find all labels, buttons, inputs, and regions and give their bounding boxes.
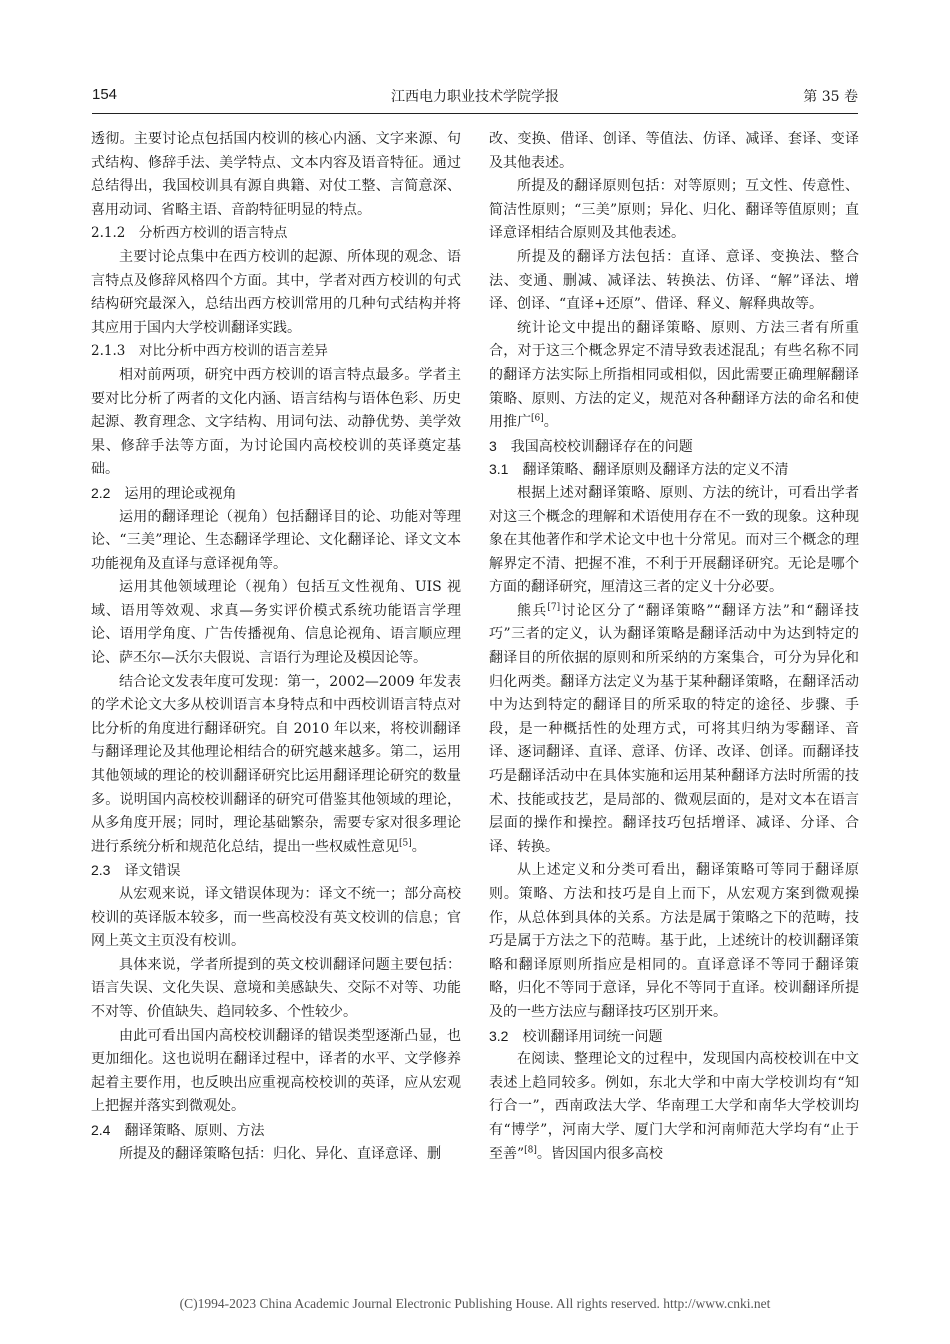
paragraph-text: 熊兵 — [517, 602, 548, 619]
paragraph-text: 由此可看出国内高校校训翻译的错误类型逐渐凸显，也更加细化。这也说明在翻译过程中，译者的水平、文学修养起着主要作用，也反映出应重视高校校训的英译，应从宏观上把握并落实到微观处。 — [91, 1027, 461, 1115]
paragraph — [91, 364, 461, 482]
paragraph — [489, 175, 859, 246]
paragraph — [91, 883, 461, 954]
paragraph-text: 改、变换、借译、创译、等值法、仿译、减译、套译、变译及其他表述。 — [489, 131, 859, 171]
paragraph-text: 在阅读、整理论文的过程中，发现国内高校校训在中文表述上趋同较多。例如，东北大学和中南大学校训均有“知行合一”，西南政法大学、华南理工大学和南华大学校训均有“博学”，河南大学、厦门大学和河南师范大学均有“止于至善” — [489, 1051, 859, 1162]
left-column — [91, 128, 461, 1166]
paragraph-text: 。皆因国内很多高校 — [536, 1145, 663, 1162]
paragraph-text: 讨论区分了“翻译策略”“翻译方法”和“翻译技巧”三者的定义，认为翻译策略是翻译活动中为达到特定的翻译目的所依据的原则和所采纳的方案集合，可分为异化和归化两类。翻译方法定义为基于某种翻译策略，在翻译活动中为达到特定的翻译目的所采取的特定的途径、步骤、手段，是一种概括性的处理方式，可将其归纳为零翻译、音译、逐词翻译、直译、意译、仿译、改译、创译。而翻译技巧是翻译活动中在具体实施和运用某种翻译方法时所需的技术、技能或技艺，是局部的、微观层面的，是对文本在语言层面的操作和操控。翻译技巧包括增译、减译、分译、合译、转换。 — [489, 602, 859, 855]
paragraph — [91, 128, 461, 222]
section-heading: 2.1.3 对比分析中西方校训的语言差异 — [91, 343, 328, 360]
paragraph — [91, 1143, 461, 1167]
paragraph — [489, 859, 859, 1024]
paragraph-text: 从宏观来说，译文错误体现为：译文不统一；部分高校校训的英译版本较多，而一些高校没有英文校训的信息；官网上英文主页没有校训。 — [91, 886, 461, 950]
paragraph — [489, 482, 859, 600]
paragraph-text: 运用的翻译理论（视角）包括翻译目的论、功能对等理论、“三美”理论、生态翻译学理论、文化翻译论、译文文本功能视角及直译与意译视角等。 — [91, 508, 461, 572]
paragraph — [489, 317, 859, 435]
section-heading: 3.2 校训翻译用词统一问题 — [489, 1027, 663, 1044]
paragraph-text: 所提及的翻译方法包括：直译、意译、变换法、整合法、变通、删减、减译法、转换法、仿译、“解”译法、增译、创译、“直译+还原”、借译、释义、解释典故等。 — [489, 248, 859, 313]
paragraph-text: 透彻。主要讨论点包括国内校训的核心内涵、文字来源、句式结构、修辞手法、美学特点、文本内容及语音特征。通过总结得出，我国校训具有源自典籍、对仗工整、言简意深、喜用动词、省略主语、音韵特征明显的特点。 — [91, 131, 461, 218]
citation-ref: [7] — [547, 602, 561, 613]
paragraph-text: 所提及的翻译原则包括：对等原则；互文性、传意性、简洁性原则；“三美”原则；异化、归化、翻译等值原则；直译意译相结合原则及其他表述。 — [489, 178, 859, 242]
running-header — [92, 86, 858, 112]
section-heading: 2.4 翻译策略、原则、方法 — [91, 1121, 265, 1138]
citation-ref: [8] — [524, 1144, 537, 1155]
paragraph — [489, 246, 859, 317]
paragraph-text: 主要讨论点集中在西方校训的起源、所体现的观念、语言特点及修辞风格四个方面。其中，学者对西方校训的句式结构研究最深入，总结出西方校训常用的几种句式结构并将其应用于国内大学校训翻译实践。 — [91, 248, 461, 336]
paragraph-text: 。 — [543, 414, 558, 431]
paragraph — [91, 506, 461, 577]
paragraph — [489, 600, 859, 860]
volume-label: 第 35 卷 — [803, 89, 858, 105]
header-rule — [92, 113, 858, 114]
section-heading: 2.2 运用的理论或视角 — [91, 484, 237, 501]
section-heading: 2.1.2 分析西方校训的语言特点 — [91, 225, 288, 242]
citation-ref: [5] — [399, 838, 412, 849]
paragraph — [91, 576, 461, 670]
page-number: 154 — [92, 86, 118, 103]
paragraph — [91, 954, 461, 1025]
copyright-footer: (C)1994-2023 China Academic Journal Electronic Publishing House. All rights reserved. http://www.cnki.net — [179, 1296, 771, 1311]
paragraph-text: 具体来说，学者所提到的英文校训翻译问题主要包括：语言失误、文化失误、意境和美感缺失、交际不对等、功能不对等、价值缺失、趋同较多、个性较少。 — [91, 956, 461, 1020]
paragraph-text: 结合论文发表年度可发现：第一，2002—2009 年发表的学术论文大多从校训语言本身特点和中西校训语言特点对比分析的角度进行翻译研究。自 2010 年以来，将校训翻译与翻译理论及其他理论相结合的研究越来越多。第二，运用其他领域的理论的校训翻译研究比运用翻译理论研究的数量多。说明国内高校校训翻译的研究可借鉴其他领域的理论，从多角度开展；同时，理论基础繁杂，需要专家对很多理论进行系统分析和规范化总结，提出一些权威性意见 — [91, 673, 461, 855]
paragraph — [489, 1048, 859, 1166]
right-column — [489, 128, 859, 1166]
paragraph — [91, 1025, 461, 1119]
section-heading: 3.1 翻译策略、翻译原则及翻译方法的定义不清 — [489, 461, 789, 478]
journal-title: 江西电力职业技术学院学报 — [391, 89, 559, 105]
paragraph-text: 从上述定义和分类可看出，翻译策略可等同于翻译原则。策略、方法和技巧是自上而下，从宏观方案到微观操作，从总体到具体的关系。方法是属于策略之下的范畴，技巧是属于方法之下的范畴。基于此，上述统计的校训翻译策略和翻译原则所指应是相同的。直译意译不等同于翻译策略，归化不等同于意译，异化不等同于直译。校训翻译所提及的一些方法应与翻译技巧区别开来。 — [489, 862, 859, 1020]
section-heading: 3 我国高校校训翻译存在的问题 — [489, 437, 693, 454]
section-heading: 2.3 译文错误 — [91, 862, 181, 879]
paragraph-text: 运用其他领域理论（视角）包括互文性视角、UIS 视域、语用等效观、求真—务实评价模式系统功能语言学理论、语用学角度、广告传播视角、信息论视角、语言顺应理论、萨丕尔—沃尔夫假说、言语行为理论及模因论等。 — [91, 579, 461, 667]
paragraph — [91, 671, 461, 860]
citation-ref: [6] — [531, 413, 544, 424]
paragraph — [489, 128, 859, 175]
paragraph-text: 所提及的翻译策略包括：归化、异化、直译意译、删 — [119, 1145, 441, 1162]
paragraph-text: 统计论文中提出的翻译策略、原则、方法三者有所重合，对于这三个概念界定不清导致表述混乱；有些名称不同的翻译方法实际上所指相同或相似，因此需要正确理解翻译策略、原则、方法的定义，规范对各种翻译方法的命名和使用推广 — [489, 319, 859, 431]
paragraph-text: 相对前两项，研究中西方校训的语言特点最多。学者主要对比分析了两者的文化内涵、语言结构与语体色彩、历史起源、教育理念、文字结构、用词句法、动静优势、美学效果、修辞手法等方面，为讨论国内高校校训的英译奠定基础。 — [91, 366, 461, 478]
paragraph-text: 根据上述对翻译策略、原则、方法的统计，可看出学者对这三个概念的理解和术语使用存在不一致的现象。这种现象在其他著作和学术论文中也十分常见。而对三个概念的理解界定不清、把握不准，不利于开展翻译研究。无论是哪个方面的翻译研究，厘清这三者的定义十分必要。 — [489, 484, 859, 596]
paragraph — [91, 246, 461, 340]
paragraph-text: 。 — [411, 838, 426, 855]
